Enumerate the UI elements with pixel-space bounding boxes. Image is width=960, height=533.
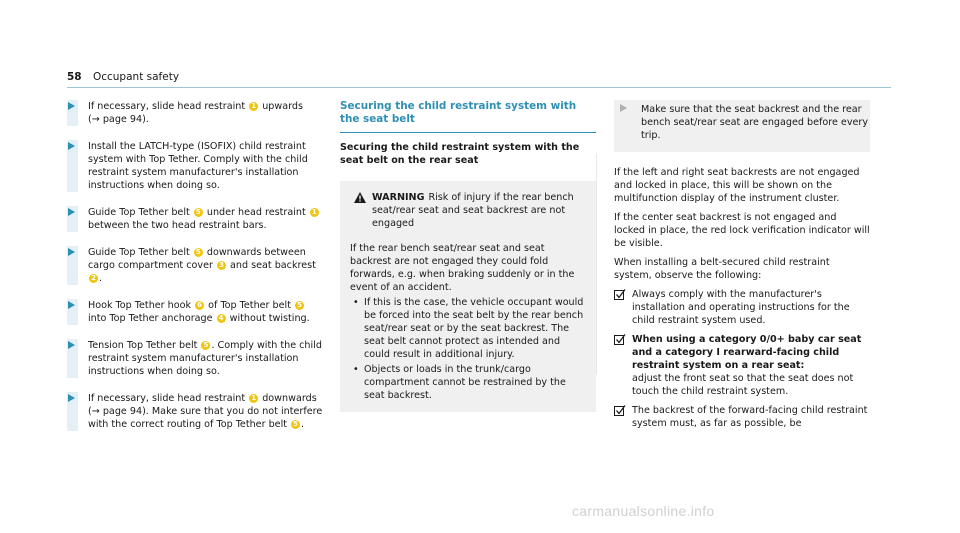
callout-6-icon: 6 (195, 301, 204, 310)
arrow-icon (68, 301, 75, 309)
warning-triangle-icon (354, 192, 366, 207)
page-header (67, 71, 179, 83)
checklist-item (614, 333, 870, 398)
step-text: If necessary, slide head restraint 1 downwards (→ page 94). Make sure that you do not interfere with the correct routing of Top Tether belt 5 . (88, 393, 323, 430)
watermark: carmanualsonline.info (572, 503, 715, 519)
callout-5-icon: 5 (194, 208, 203, 217)
step-text: Install the LATCH-type (ISOFIX) child restraint system with Top Tether. Comply with the child restraint system manufacturer's installation instructions when doing so. (88, 141, 308, 191)
paragraph: If the left and right seat backrests are not engaged and locked in place, this will be shown on the multifunction display of the instrument cluster. (614, 167, 860, 204)
step-text: Tension Top Tether belt 5 . Comply with the child restraint system manufacturer's installation instructions when doing so. (88, 340, 322, 377)
step-5 (67, 299, 323, 325)
checklist-text: adjust the front seat so that the seat does not touch the child restraint system. (632, 373, 854, 397)
step-text: Guide Top Tether belt 5 under head restraint 1 between the two head restraint bars. (88, 207, 320, 231)
subheading: Securing the child restraint system with the seat belt on the rear seat (340, 142, 580, 166)
warning-bullet: • If this is the case, the vehicle occupant would be forced into the seat belt by the rear bench seat/rear seat or by the seat backrest. The seat belt cannot protect as intended and could result in additional injury. (350, 296, 586, 361)
callout-3-icon: 3 (217, 261, 226, 270)
step-text: Guide Top Tether belt 5 downwards between cargo compartment cover 3 and seat backrest 2 . (88, 247, 316, 284)
paragraph: When installing a belt-secured child restraint system, observe the following: (614, 257, 830, 281)
checkbox-checked-icon (614, 405, 626, 421)
callout-2-icon: 2 (89, 274, 98, 283)
step-text: Make sure that the seat backrest and the rear bench seat/rear seat are engaged before every trip. (641, 104, 869, 141)
arrow-icon (68, 102, 75, 110)
checkbox-checked-icon (614, 334, 626, 350)
callout-4-icon: 4 (217, 314, 226, 323)
column-2 (340, 100, 596, 412)
warning-box-border (596, 153, 597, 375)
header-rule (67, 87, 891, 88)
checklist-item (614, 404, 870, 430)
step-6 (67, 339, 323, 378)
paragraph: If the center seat backrest is not engaged and locked in place, the red lock verification indicator will be visible. (614, 212, 870, 249)
step-1 (67, 100, 323, 126)
callout-5-icon: 5 (295, 301, 304, 310)
checkbox-checked-icon (614, 289, 626, 305)
step-7 (67, 392, 323, 431)
callout-1-icon: 1 (249, 102, 258, 111)
arrow-icon (68, 208, 75, 216)
column-3 (614, 100, 870, 436)
callout-5-icon: 5 (194, 248, 203, 257)
checklist-text: Always comply with the manufacturer's installation and operating instructions for the child restraint system used. (632, 289, 850, 326)
step-2 (67, 140, 323, 192)
callout-1-icon: 1 (249, 394, 258, 403)
column-1 (67, 100, 323, 445)
checklist-text: The backrest of the forward-facing child restraint system must, as far as possible, be (632, 405, 868, 429)
checklist-item (614, 288, 870, 327)
callout-1-icon: 1 (310, 208, 319, 217)
page-number: 58 (67, 71, 82, 83)
arrow-icon (68, 142, 75, 150)
step-text: If necessary, slide head restraint 1 upwards (→ page 94). (88, 101, 303, 125)
arrow-icon (68, 341, 75, 349)
step-4 (67, 246, 323, 285)
arrow-icon (68, 248, 75, 256)
warning-body: If the rear bench seat/rear seat and seat backrest are not engaged they could fold forwards, e.g. when braking suddenly or in the event of an accident. (350, 243, 575, 293)
step-text: Hook Top Tether hook 6 of Top Tether belt 5 into Top Tether anchorage 4 without twisting. (88, 300, 310, 324)
step-3 (67, 206, 323, 232)
warning-bullet: • Objects or loads in the trunk/cargo compartment cannot be restrained by the seat backrest. (350, 363, 586, 402)
warning-header (350, 191, 586, 230)
callout-5-icon: 5 (201, 341, 210, 350)
arrow-icon (68, 394, 75, 402)
warning-box (340, 181, 596, 412)
arrow-icon (620, 104, 627, 112)
section-title: Occupant safety (92, 71, 180, 83)
callout-5-icon: 5 (291, 420, 300, 429)
warning-label: WARNING (372, 192, 425, 203)
step-engage (614, 100, 870, 152)
checklist-text: When using a category 0/0+ baby car seat and a category I rearward-facing child restraint system on a rear seat: (632, 334, 862, 371)
section-heading: Securing the child restraint system with the seat belt (340, 100, 596, 133)
warning-head-text: Risk of injury if the rear bench seat/rear seat and seat backrest are not engaged (372, 192, 574, 229)
